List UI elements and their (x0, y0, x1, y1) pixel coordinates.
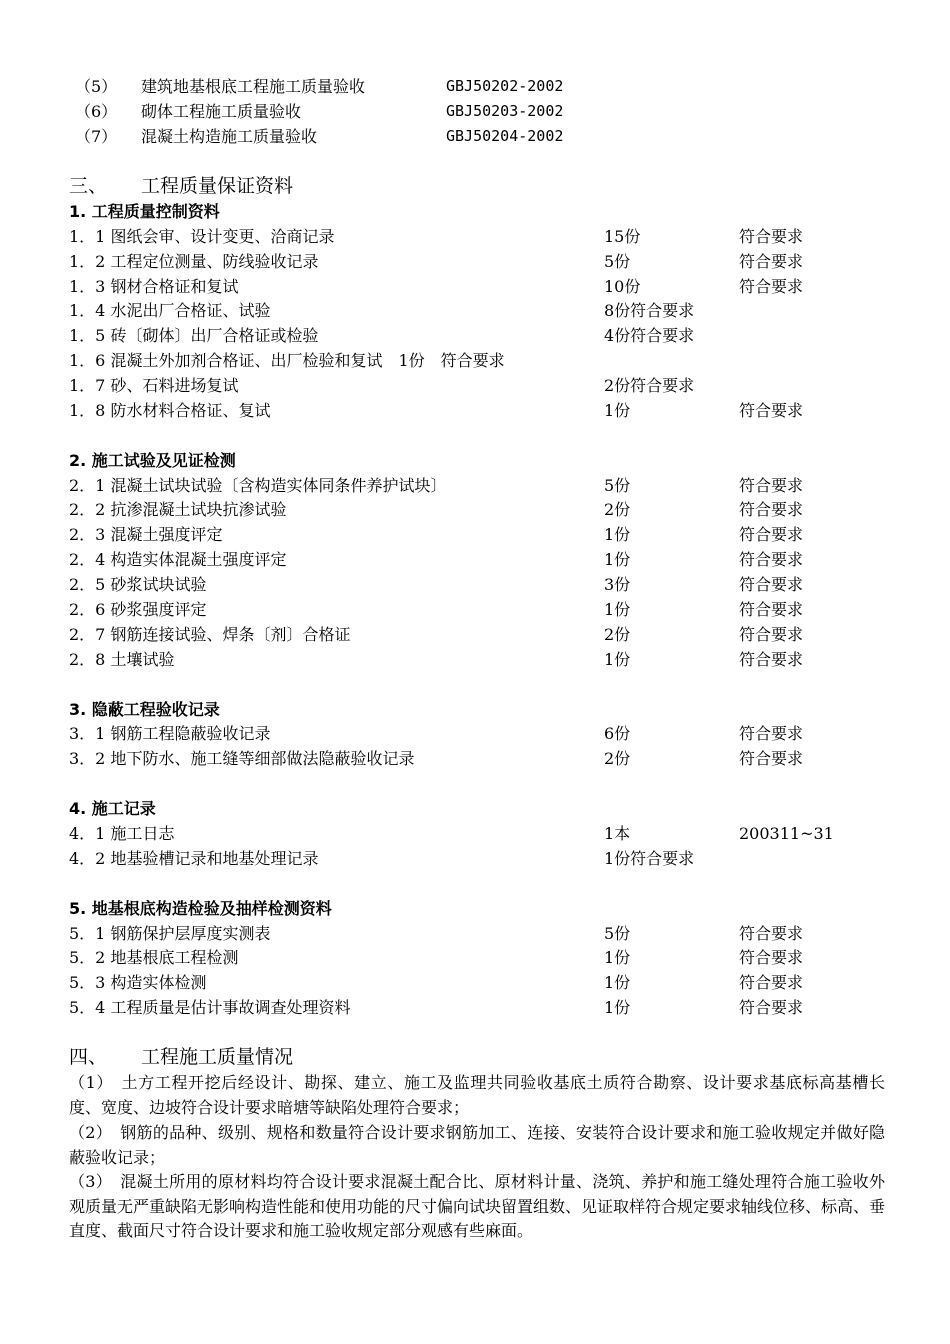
item-label: 1．8 防水材料合格证、复试 (69, 401, 271, 420)
standard-number: （7） (75, 127, 118, 146)
item-status: 符合要求 (739, 401, 804, 420)
standard-code: GBJ50204-2002 (446, 127, 564, 145)
item-label: 5．4 工程质量是估计事故调查处理资料 (69, 998, 351, 1017)
group-heading: 2. 施工试验及见证检测 (69, 451, 236, 470)
item-label: 2．1 混凝土试块试验〔含构造实体同条件养护试块〕 (69, 476, 447, 495)
item-status: 符合要求 (739, 525, 804, 544)
item-count: 1份 (604, 600, 631, 619)
item-count: 2份 (604, 500, 631, 519)
item-status: 符合要求 (739, 650, 804, 669)
item-status: 符合要求 (739, 600, 804, 619)
item-count: 1份 (604, 550, 631, 569)
item-label: 1．1 图纸会审、设计变更、洽商记录 (69, 227, 335, 246)
item-count: 10份 (604, 277, 641, 296)
item-label: 2．5 砂浆试块试验 (69, 575, 207, 594)
standard-name: 建筑地基根底工程施工质量验收 (141, 77, 366, 96)
item-label: 1．5 砖〔砌体〕出厂合格证或检验 (69, 326, 319, 345)
item-count: 1份符合要求 (604, 849, 695, 868)
item-status: 符合要求 (739, 550, 804, 569)
item-label: 1．4 水泥出厂合格证、试验 (69, 301, 271, 320)
item-label: 1．3 钢材合格证和复试 (69, 277, 239, 296)
item-count: 3份 (604, 575, 631, 594)
item-label: 5．2 地基根底工程检测 (69, 948, 239, 967)
item-count: 2份符合要求 (604, 376, 695, 395)
item-label: 2．7 钢筋连接试验、焊条〔剂〕合格证 (69, 625, 351, 644)
item-label: 2．8 土壤试验 (69, 650, 175, 669)
item-label: 3．1 钢筋工程隐蔽验收记录 (69, 724, 271, 743)
item-count: 8份符合要求 (604, 301, 695, 320)
item-status: 符合要求 (739, 973, 804, 992)
item-status: 符合要求 (739, 998, 804, 1017)
section-title: 工程质量保证资料 (141, 175, 294, 197)
item-count: 1份 (604, 998, 631, 1017)
item-count: 6份 (604, 724, 631, 743)
standard-code: GBJ50202-2002 (446, 77, 564, 95)
item-count: 1本 (604, 824, 631, 843)
item-status: 符合要求 (739, 749, 804, 768)
item-status: 符合要求 (739, 575, 804, 594)
item-count: 1份 (604, 525, 631, 544)
item-status: 符合要求 (739, 277, 804, 296)
group-heading: 5. 地基根底构造检验及抽样检测资料 (69, 899, 332, 918)
item-count: 1份 (604, 948, 631, 967)
group-heading: 1. 工程质量控制资料 (69, 202, 220, 221)
paragraph: （3） 混凝土所用的原材料均符合设计要求混凝土配合比、原材料计量、浇筑、养护和施工缝处理符合施工验收外观质量无严重缺陷无影响构造性能和使用功能的尺寸偏向试块留置组数、见证取样符合规定要求轴线位移、标高、垂直度、截面尺寸符合设计要求和施工验收规定部分观感有些麻面。 (69, 1172, 886, 1240)
item-label: 3．2 地下防水、施工缝等细部做法隐蔽验收记录 (69, 749, 415, 768)
section-heading (69, 1043, 294, 1071)
standard-number: （6） (75, 102, 118, 121)
item-status: 符合要求 (739, 948, 804, 967)
item-count: 15份 (604, 227, 641, 246)
item-count: 2份 (604, 749, 631, 768)
item-label: 4．2 地基验槽记录和地基处理记录 (69, 849, 319, 868)
group-heading: 4. 施工记录 (69, 799, 156, 818)
item-status: 符合要求 (739, 924, 804, 943)
paragraph: （1） 土方工程开挖后经设计、勘探、建立、施工及监理共同验收基底土质符合勘察、设计要求基底标高基槽长度、宽度、边坡符合设计要求暗塘等缺陷处理符合要求； (69, 1073, 885, 1117)
item-status: 符合要求 (739, 500, 804, 519)
item-count: 1份 (604, 401, 631, 420)
item-status: 符合要求 (739, 227, 804, 246)
paragraph: （2） 钢筋的品种、级别、规格和数量符合设计要求钢筋加工、连接、安装符合设计要求和施工验收规定并做好隐蔽验收记录； (69, 1123, 885, 1167)
standard-number: （5） (75, 77, 118, 96)
standard-code: GBJ50203-2002 (446, 102, 564, 120)
item-count: 5份 (604, 476, 631, 495)
item-label: 2．2 抗渗混凝土试块抗渗试验 (69, 500, 287, 519)
item-status: 200311~31 (739, 824, 834, 843)
item-label: 2．6 砂浆强度评定 (69, 600, 207, 619)
item-status: 符合要求 (739, 724, 804, 743)
section-number: 三、 (69, 175, 108, 197)
section-title: 工程施工质量情况 (141, 1046, 294, 1068)
item-label: 4．1 施工日志 (69, 824, 175, 843)
item-count: 4份符合要求 (604, 326, 695, 345)
item-label: 2．3 混凝土强度评定 (69, 525, 223, 544)
item-label: 5．3 构造实体检测 (69, 973, 207, 992)
item-status: 符合要求 (739, 476, 804, 495)
item-label: 1．6 混凝土外加剂合格证、出厂检验和复试 1份 符合要求 (69, 351, 505, 370)
item-count: 1份 (604, 973, 631, 992)
item-count: 5份 (604, 252, 631, 271)
item-status: 符合要求 (739, 625, 804, 644)
group-heading: 3. 隐蔽工程验收记录 (69, 700, 220, 719)
item-label: 1．7 砂、石料进场复试 (69, 376, 239, 395)
item-count: 1份 (604, 650, 631, 669)
item-count: 2份 (604, 625, 631, 644)
standard-name: 混凝土构造施工质量验收 (141, 127, 318, 146)
item-status: 符合要求 (739, 252, 804, 271)
item-label: 2．4 构造实体混凝土强度评定 (69, 550, 287, 569)
section-heading (69, 172, 294, 200)
item-label: 5．1 钢筋保护层厚度实测表 (69, 924, 271, 943)
item-label: 1．2 工程定位测量、防线验收记录 (69, 252, 319, 271)
standard-name: 砌体工程施工质量验收 (141, 102, 302, 121)
item-count: 5份 (604, 924, 631, 943)
section-number: 四、 (69, 1046, 108, 1068)
